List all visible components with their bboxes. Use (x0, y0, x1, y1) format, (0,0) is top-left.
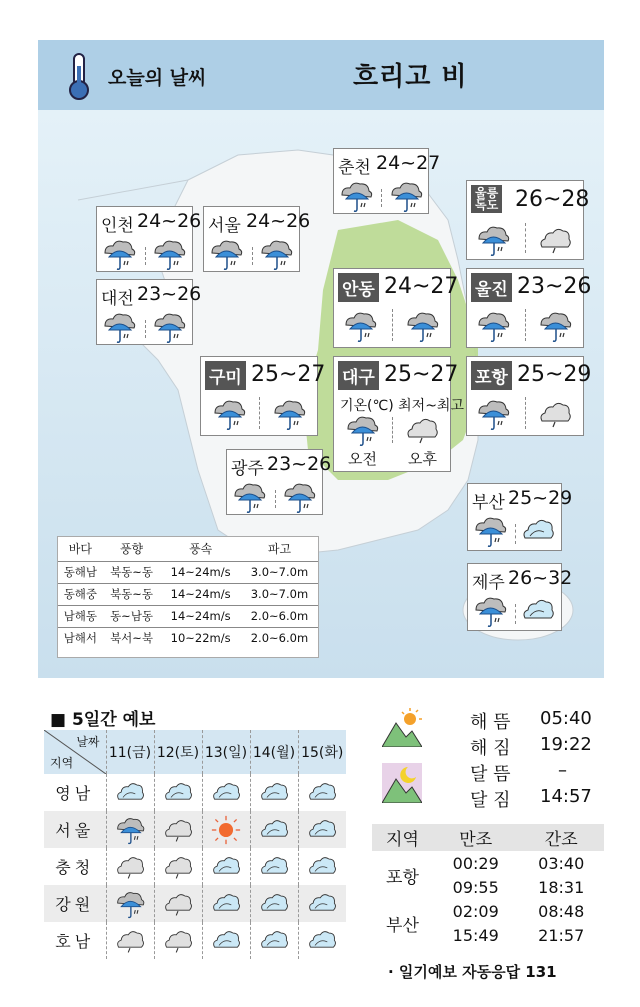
city-temp: 25~27 (384, 362, 459, 387)
rain-icon (475, 309, 511, 343)
table-row (58, 561, 318, 583)
forecast-cell (202, 848, 250, 885)
tide-region-header: 지역 (372, 824, 433, 851)
cloud-icon (520, 514, 556, 548)
table-row (372, 851, 604, 875)
forecast-row (44, 848, 346, 885)
rain-icon (151, 237, 187, 271)
city-chuncheon (333, 148, 441, 214)
partly-cloudy-icon (210, 852, 242, 882)
moonset-label: 달 짐 (470, 790, 511, 811)
day-header: 12(토) (154, 730, 202, 774)
cell: 18:31 (538, 877, 585, 897)
rain-icon (475, 223, 511, 257)
city-incheon (96, 206, 202, 272)
city-temp: 24~26 (246, 210, 311, 232)
rain-icon (344, 413, 380, 447)
cell: 3.0~7.0m (241, 583, 318, 605)
cell: 14~24m/s (160, 583, 241, 605)
day-header: 11(금) (106, 730, 154, 774)
city-temp: 25~29 (508, 487, 573, 509)
partly-cloudy-icon (306, 778, 338, 808)
rain-icon (342, 309, 378, 343)
cloud-icon (537, 397, 573, 431)
city-andong (333, 268, 459, 348)
partly-cloudy-icon (258, 889, 290, 919)
city-name: 광주 (231, 459, 264, 479)
rain-icon (211, 397, 247, 431)
city-name: 울릉 독도 (471, 185, 502, 213)
moonset-time: 14:57 (540, 786, 592, 807)
rain-icon (258, 237, 294, 271)
city-ulleung (466, 180, 590, 260)
forecast-cell (250, 811, 298, 848)
temp-legend: 기온(℃) 최저~최고 (340, 398, 464, 414)
city-name: 서울 (208, 216, 241, 236)
thermometer-icon (66, 52, 92, 102)
cell: 00:29 (452, 853, 499, 873)
rain-icon (231, 480, 267, 514)
today-weather-label: 오늘의 날씨 (108, 67, 207, 89)
city-name: 대전 (101, 289, 134, 309)
day-header: 13(일) (202, 730, 250, 774)
forecast-cell (250, 774, 298, 811)
partly-cloudy-icon (306, 852, 338, 882)
forecast-cell (106, 922, 154, 959)
forecast-cell (154, 848, 202, 885)
cell: 남해서 (58, 627, 103, 649)
city-temp: 24~27 (384, 274, 459, 299)
cloud-icon (162, 889, 194, 919)
city-name: 안동 (338, 273, 379, 302)
tide-location: 포항 (386, 867, 419, 888)
region-name: 강원 (44, 885, 106, 922)
table-corner (44, 730, 106, 774)
moonrise-label: 달 뜸 (470, 764, 511, 785)
table-row (58, 605, 318, 627)
forecast-cell (202, 885, 250, 922)
wind-speed-header: 풍속 (189, 542, 213, 557)
wind-direction-header: 풍향 (119, 542, 144, 557)
forecast-cell (106, 774, 154, 811)
forecast-cell (202, 774, 250, 811)
city-name: 인천 (101, 216, 134, 236)
city-name: 춘천 (338, 158, 371, 178)
cell: 북동~동 (103, 561, 161, 583)
forecast-cell (202, 811, 250, 848)
city-name: 구미 (205, 361, 246, 390)
city-name: 포항 (471, 361, 512, 390)
forecast-row (44, 922, 346, 959)
tide-location: 부산 (386, 915, 419, 936)
rain-icon (208, 237, 244, 271)
city-name: 울진 (471, 273, 512, 302)
cell: 동~남동 (103, 605, 161, 627)
partly-cloudy-icon (210, 778, 242, 808)
partly-cloudy-icon (210, 926, 242, 956)
forecast-row (44, 774, 346, 811)
day-header: 15(화) (298, 730, 346, 774)
tide-table (372, 824, 604, 947)
city-daegu (333, 356, 464, 472)
cell: 북동~동 (103, 583, 161, 605)
forecast-cell (298, 848, 346, 885)
forecast-cell (154, 885, 202, 922)
cloud-icon (114, 926, 146, 956)
city-name: 부산 (472, 493, 505, 513)
partly-cloudy-icon (306, 926, 338, 956)
forecast-cell (250, 848, 298, 885)
city-busan (467, 483, 573, 551)
am-label: 오전 (348, 450, 377, 468)
cell: 02:09 (452, 901, 499, 921)
partly-cloudy-icon (162, 778, 194, 808)
forecast-cell (250, 885, 298, 922)
forecast-cell (106, 885, 154, 922)
city-gwangju (226, 449, 332, 515)
forecast-cell (106, 811, 154, 848)
weather-headline: 흐리고 비 (353, 62, 468, 92)
cloud-icon (520, 594, 556, 628)
partly-cloudy-icon (258, 815, 290, 845)
forecast-cell (298, 922, 346, 959)
cell: 21:57 (538, 925, 585, 945)
city-daejeon (96, 279, 202, 345)
cloud-icon (162, 852, 194, 882)
partly-cloudy-icon (306, 815, 338, 845)
header-bar (38, 40, 604, 110)
day-header: 14(월) (250, 730, 298, 774)
high-tide-header: 만조 (433, 824, 519, 851)
city-temp: 24~27 (376, 152, 441, 174)
forecast-cell (106, 848, 154, 885)
city-name: 대구 (338, 361, 379, 390)
cloud-icon (114, 852, 146, 882)
table-row (372, 899, 604, 923)
cell: 3.0~7.0m (241, 561, 318, 583)
city-gumi (200, 356, 326, 436)
cell: 08:48 (538, 901, 585, 921)
rain-icon (404, 309, 440, 343)
forecast-cell (154, 922, 202, 959)
region-name: 충청 (55, 858, 95, 877)
forecast-cell (154, 811, 202, 848)
city-temp: 23~26 (137, 283, 202, 305)
rain-icon (151, 310, 187, 344)
rain-icon (338, 179, 374, 213)
forecast-row (44, 885, 346, 922)
cell: 북서~북 (103, 627, 161, 649)
region-name: 서울 (44, 811, 106, 848)
city-temp: 26~28 (515, 187, 590, 212)
forecast-cell (250, 922, 298, 959)
forecast-cell (298, 811, 346, 848)
phone-service-note: · 일기예보 자동응답 131 (388, 963, 557, 981)
rain-icon (271, 397, 307, 431)
cloud-icon (162, 815, 194, 845)
cloud-icon (404, 413, 440, 447)
forecast-row (44, 811, 346, 848)
city-pohang (466, 356, 592, 436)
region-corner-label: 지역 (50, 756, 74, 770)
partly-cloudy-icon (306, 889, 338, 919)
rain-icon (475, 397, 511, 431)
cell: 2.0~6.0m (241, 627, 318, 649)
region-name: 호남 (55, 932, 95, 951)
partly-cloudy-icon (114, 778, 146, 808)
sea-header: 바다 (68, 542, 92, 557)
rain-icon (388, 179, 424, 213)
rain-icon (472, 594, 508, 628)
rain-icon (101, 237, 137, 271)
city-temp: 23~26 (517, 274, 592, 299)
sunrise-time: 05:40 (540, 708, 592, 729)
sunset-label: 해 짐 (470, 738, 511, 759)
city-temp: 25~29 (517, 362, 592, 387)
city-temp: 26~32 (508, 567, 573, 589)
date-corner-label: 날짜 (76, 735, 100, 749)
sun-mountain-icon (382, 707, 422, 747)
partly-cloudy-icon (258, 778, 290, 808)
city-temp: 24~26 (137, 210, 202, 232)
forecast-cell (298, 774, 346, 811)
partly-cloudy-icon (210, 889, 242, 919)
sunset-time: 19:22 (540, 734, 592, 755)
rain-icon (537, 309, 573, 343)
cloud-icon (162, 926, 194, 956)
cell: 10~22m/s (160, 627, 241, 649)
rain-icon (114, 815, 146, 845)
cell: 2.0~6.0m (241, 605, 318, 627)
cell: 09:55 (452, 877, 499, 897)
moonrise-time: – (558, 760, 567, 781)
forecast-cell (298, 885, 346, 922)
rain-icon (114, 889, 146, 919)
city-seoul (203, 206, 311, 272)
sun-icon (210, 815, 242, 845)
city-temp: 23~26 (267, 453, 332, 475)
cell: 동해중 (58, 583, 103, 605)
table-row (58, 583, 318, 605)
five-day-forecast-table (44, 730, 346, 959)
cell: 03:40 (538, 853, 585, 873)
cell: 14~24m/s (160, 605, 241, 627)
sea-conditions-table (57, 536, 319, 658)
city-temp: 25~27 (251, 362, 326, 387)
forecast-cell (154, 774, 202, 811)
city-name: 제주 (472, 573, 505, 593)
wave-height-header: 파고 (267, 542, 292, 557)
pm-label: 오후 (408, 450, 437, 468)
table-row (58, 627, 318, 649)
rain-icon (281, 480, 317, 514)
forecast-cell (202, 922, 250, 959)
forecast-title: ■ 5일간 예보 (50, 710, 156, 730)
rain-icon (101, 310, 137, 344)
moon-mountain-icon (382, 763, 422, 803)
cell: 남해동 (58, 605, 103, 627)
partly-cloudy-icon (258, 926, 290, 956)
city-jeju (467, 563, 573, 631)
rain-icon (472, 514, 508, 548)
cell: 14~24m/s (160, 561, 241, 583)
cell: 동해남 (58, 561, 103, 583)
region-name: 영남 (55, 784, 95, 803)
sunrise-label: 해 뜸 (470, 712, 511, 733)
partly-cloudy-icon (258, 852, 290, 882)
cell: 15:49 (452, 925, 499, 945)
city-uljin (466, 268, 592, 348)
low-tide-header: 간조 (518, 824, 604, 851)
cloud-icon (537, 223, 573, 257)
